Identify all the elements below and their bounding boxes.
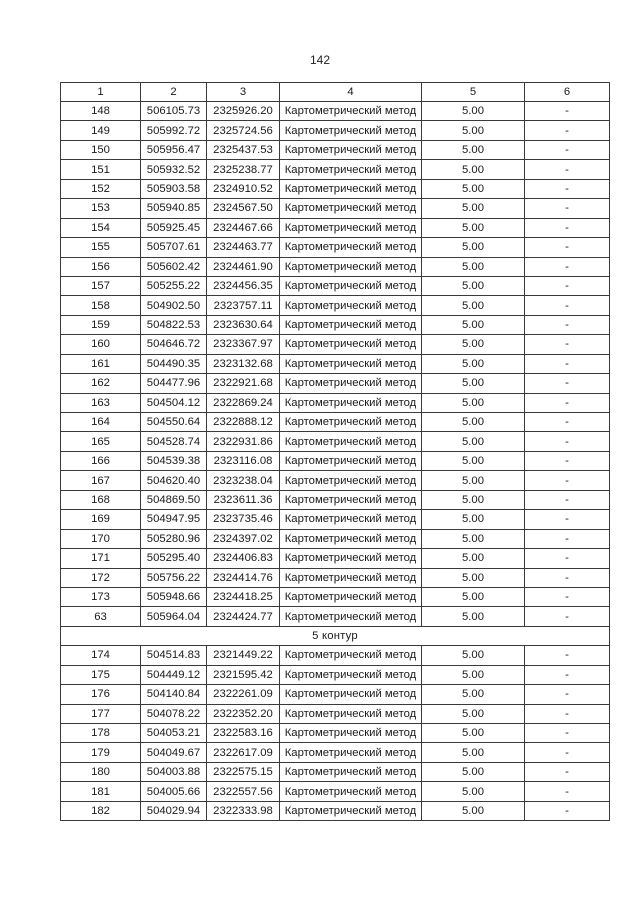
- accuracy-cell: 5.00: [422, 529, 525, 548]
- y-coordinate-cell: 2324910.52: [207, 179, 280, 198]
- y-coordinate-cell: 2322352.20: [207, 704, 280, 723]
- table-row: [61, 160, 610, 179]
- point-number-cell: 169: [61, 510, 141, 529]
- method-cell: Картометрический метод: [280, 665, 422, 684]
- method-cell: Картометрический метод: [280, 140, 422, 159]
- point-number-cell: 181: [61, 782, 141, 801]
- method-cell: Картометрический метод: [280, 374, 422, 393]
- point-number-cell: 175: [61, 665, 141, 684]
- method-cell: Картометрический метод: [280, 607, 422, 626]
- note-cell: -: [525, 724, 610, 743]
- table-row: [61, 296, 610, 315]
- accuracy-cell: 5.00: [422, 587, 525, 606]
- method-cell: Картометрический метод: [280, 801, 422, 820]
- accuracy-cell: 5.00: [422, 724, 525, 743]
- point-number-cell: 156: [61, 257, 141, 276]
- point-number-cell: 148: [61, 102, 141, 121]
- table-row: [61, 587, 610, 606]
- column-header: 1: [61, 83, 141, 102]
- accuracy-cell: 5.00: [422, 296, 525, 315]
- table-row: [61, 471, 610, 490]
- column-header: 6: [525, 83, 610, 102]
- note-cell: -: [525, 296, 610, 315]
- page-number: 142: [309, 53, 331, 67]
- x-coordinate-cell: 504646.72: [141, 335, 207, 354]
- x-coordinate-cell: 504029.94: [141, 801, 207, 820]
- method-cell: Картометрический метод: [280, 160, 422, 179]
- y-coordinate-cell: 2323132.68: [207, 354, 280, 373]
- note-cell: -: [525, 510, 610, 529]
- note-cell: -: [525, 762, 610, 781]
- table-row: [61, 354, 610, 373]
- point-number-cell: 176: [61, 685, 141, 704]
- table-row: [61, 140, 610, 159]
- method-cell: Картометрический метод: [280, 490, 422, 509]
- x-coordinate-cell: 504049.67: [141, 743, 207, 762]
- x-coordinate-cell: 504005.66: [141, 782, 207, 801]
- accuracy-cell: 5.00: [422, 432, 525, 451]
- accuracy-cell: 5.00: [422, 568, 525, 587]
- note-cell: -: [525, 704, 610, 723]
- table-row: [61, 199, 610, 218]
- note-cell: -: [525, 374, 610, 393]
- x-coordinate-cell: 504477.96: [141, 374, 207, 393]
- note-cell: -: [525, 102, 610, 121]
- note-cell: -: [525, 685, 610, 704]
- accuracy-cell: 5.00: [422, 354, 525, 373]
- table-body: [61, 102, 610, 821]
- coordinates-table: [60, 82, 610, 821]
- y-coordinate-cell: 2325926.20: [207, 102, 280, 121]
- y-coordinate-cell: 2324456.35: [207, 276, 280, 295]
- table-row: [61, 102, 610, 121]
- accuracy-cell: 5.00: [422, 704, 525, 723]
- column-header: 5: [422, 83, 525, 102]
- point-number-cell: 172: [61, 568, 141, 587]
- table-row: [61, 607, 610, 626]
- table-row: [61, 257, 610, 276]
- y-coordinate-cell: 2324424.77: [207, 607, 280, 626]
- point-number-cell: 159: [61, 315, 141, 334]
- table-row: [61, 276, 610, 295]
- note-cell: -: [525, 743, 610, 762]
- accuracy-cell: 5.00: [422, 607, 525, 626]
- table-header: [61, 83, 610, 102]
- accuracy-cell: 5.00: [422, 665, 525, 684]
- x-coordinate-cell: 504902.50: [141, 296, 207, 315]
- x-coordinate-cell: 504528.74: [141, 432, 207, 451]
- y-coordinate-cell: 2324461.90: [207, 257, 280, 276]
- method-cell: Картометрический метод: [280, 296, 422, 315]
- note-cell: -: [525, 471, 610, 490]
- column-header: 4: [280, 83, 422, 102]
- y-coordinate-cell: 2324406.83: [207, 549, 280, 568]
- note-cell: -: [525, 607, 610, 626]
- accuracy-cell: 5.00: [422, 451, 525, 470]
- point-number-cell: 164: [61, 413, 141, 432]
- accuracy-cell: 5.00: [422, 315, 525, 334]
- table-row: [61, 549, 610, 568]
- x-coordinate-cell: 504539.38: [141, 451, 207, 470]
- method-cell: Картометрический метод: [280, 724, 422, 743]
- y-coordinate-cell: 2323630.64: [207, 315, 280, 334]
- accuracy-cell: 5.00: [422, 276, 525, 295]
- accuracy-cell: 5.00: [422, 471, 525, 490]
- note-cell: -: [525, 549, 610, 568]
- y-coordinate-cell: 2324418.25: [207, 587, 280, 606]
- x-coordinate-cell: 505925.45: [141, 218, 207, 237]
- table-row: [61, 665, 610, 684]
- accuracy-cell: 5.00: [422, 743, 525, 762]
- accuracy-cell: 5.00: [422, 549, 525, 568]
- point-number-cell: 171: [61, 549, 141, 568]
- y-coordinate-cell: 2323735.46: [207, 510, 280, 529]
- method-cell: Картометрический метод: [280, 432, 422, 451]
- x-coordinate-cell: 505255.22: [141, 276, 207, 295]
- y-coordinate-cell: 2323611.36: [207, 490, 280, 509]
- accuracy-cell: 5.00: [422, 199, 525, 218]
- x-coordinate-cell: 504449.12: [141, 665, 207, 684]
- point-number-cell: 157: [61, 276, 141, 295]
- accuracy-cell: 5.00: [422, 413, 525, 432]
- point-number-cell: 170: [61, 529, 141, 548]
- note-cell: -: [525, 335, 610, 354]
- x-coordinate-cell: 504620.40: [141, 471, 207, 490]
- method-cell: Картометрический метод: [280, 257, 422, 276]
- method-cell: Картометрический метод: [280, 743, 422, 762]
- x-coordinate-cell: 505932.52: [141, 160, 207, 179]
- y-coordinate-cell: 2324414.76: [207, 568, 280, 587]
- method-cell: Картометрический метод: [280, 529, 422, 548]
- table-row: [61, 121, 610, 140]
- point-number-cell: 182: [61, 801, 141, 820]
- method-cell: Картометрический метод: [280, 218, 422, 237]
- table-row: [61, 335, 610, 354]
- method-cell: Картометрический метод: [280, 510, 422, 529]
- column-header: 2: [141, 83, 207, 102]
- note-cell: -: [525, 121, 610, 140]
- table-row: [61, 218, 610, 237]
- table-row: [61, 801, 610, 820]
- point-number-cell: 168: [61, 490, 141, 509]
- note-cell: -: [525, 179, 610, 198]
- x-coordinate-cell: 504140.84: [141, 685, 207, 704]
- x-coordinate-cell: 505956.47: [141, 140, 207, 159]
- section-title: 5 контур: [61, 626, 610, 645]
- point-number-cell: 149: [61, 121, 141, 140]
- note-cell: -: [525, 490, 610, 509]
- method-cell: Картометрический метод: [280, 102, 422, 121]
- point-number-cell: 150: [61, 140, 141, 159]
- table-row: [61, 238, 610, 257]
- section-row: [61, 626, 610, 645]
- point-number-cell: 173: [61, 587, 141, 606]
- accuracy-cell: 5.00: [422, 801, 525, 820]
- method-cell: Картометрический метод: [280, 471, 422, 490]
- x-coordinate-cell: 504504.12: [141, 393, 207, 412]
- y-coordinate-cell: 2324567.50: [207, 199, 280, 218]
- note-cell: -: [525, 587, 610, 606]
- accuracy-cell: 5.00: [422, 335, 525, 354]
- table-row: [61, 724, 610, 743]
- x-coordinate-cell: 505280.96: [141, 529, 207, 548]
- x-coordinate-cell: 504490.35: [141, 354, 207, 373]
- note-cell: -: [525, 218, 610, 237]
- x-coordinate-cell: 505295.40: [141, 549, 207, 568]
- note-cell: -: [525, 315, 610, 334]
- table-row: [61, 451, 610, 470]
- table-row: [61, 529, 610, 548]
- method-cell: Картометрический метод: [280, 199, 422, 218]
- point-number-cell: 162: [61, 374, 141, 393]
- x-coordinate-cell: 504003.88: [141, 762, 207, 781]
- x-coordinate-cell: 505602.42: [141, 257, 207, 276]
- y-coordinate-cell: 2322931.86: [207, 432, 280, 451]
- y-coordinate-cell: 2324463.77: [207, 238, 280, 257]
- x-coordinate-cell: 504514.83: [141, 646, 207, 665]
- table-row: [61, 374, 610, 393]
- point-number-cell: 154: [61, 218, 141, 237]
- accuracy-cell: 5.00: [422, 160, 525, 179]
- y-coordinate-cell: 2322869.24: [207, 393, 280, 412]
- note-cell: -: [525, 393, 610, 412]
- y-coordinate-cell: 2322921.68: [207, 374, 280, 393]
- note-cell: -: [525, 140, 610, 159]
- y-coordinate-cell: 2322575.15: [207, 762, 280, 781]
- table-row: [61, 315, 610, 334]
- accuracy-cell: 5.00: [422, 140, 525, 159]
- point-number-cell: 178: [61, 724, 141, 743]
- method-cell: Картометрический метод: [280, 451, 422, 470]
- method-cell: Картометрический метод: [280, 354, 422, 373]
- note-cell: -: [525, 782, 610, 801]
- y-coordinate-cell: 2324467.66: [207, 218, 280, 237]
- table-row: [61, 510, 610, 529]
- y-coordinate-cell: 2322888.12: [207, 413, 280, 432]
- x-coordinate-cell: 504822.53: [141, 315, 207, 334]
- accuracy-cell: 5.00: [422, 179, 525, 198]
- method-cell: Картометрический метод: [280, 121, 422, 140]
- accuracy-cell: 5.00: [422, 782, 525, 801]
- point-number-cell: 160: [61, 335, 141, 354]
- table-row: [61, 782, 610, 801]
- note-cell: -: [525, 413, 610, 432]
- y-coordinate-cell: 2323367.97: [207, 335, 280, 354]
- x-coordinate-cell: 505707.61: [141, 238, 207, 257]
- accuracy-cell: 5.00: [422, 218, 525, 237]
- point-number-cell: 153: [61, 199, 141, 218]
- accuracy-cell: 5.00: [422, 490, 525, 509]
- x-coordinate-cell: 506105.73: [141, 102, 207, 121]
- method-cell: Картометрический метод: [280, 782, 422, 801]
- method-cell: Картометрический метод: [280, 568, 422, 587]
- table-row: [61, 490, 610, 509]
- point-number-cell: 174: [61, 646, 141, 665]
- y-coordinate-cell: 2322333.98: [207, 801, 280, 820]
- note-cell: -: [525, 665, 610, 684]
- x-coordinate-cell: 504869.50: [141, 490, 207, 509]
- y-coordinate-cell: 2325437.53: [207, 140, 280, 159]
- x-coordinate-cell: 504053.21: [141, 724, 207, 743]
- x-coordinate-cell: 504550.64: [141, 413, 207, 432]
- method-cell: Картометрический метод: [280, 685, 422, 704]
- point-number-cell: 161: [61, 354, 141, 373]
- method-cell: Картометрический метод: [280, 179, 422, 198]
- method-cell: Картометрический метод: [280, 587, 422, 606]
- point-number-cell: 179: [61, 743, 141, 762]
- x-coordinate-cell: 505948.66: [141, 587, 207, 606]
- y-coordinate-cell: 2321595.42: [207, 665, 280, 684]
- y-coordinate-cell: 2322261.09: [207, 685, 280, 704]
- accuracy-cell: 5.00: [422, 510, 525, 529]
- y-coordinate-cell: 2322583.16: [207, 724, 280, 743]
- y-coordinate-cell: 2323757.11: [207, 296, 280, 315]
- point-number-cell: 151: [61, 160, 141, 179]
- point-number-cell: 155: [61, 238, 141, 257]
- table-row: [61, 413, 610, 432]
- x-coordinate-cell: 504947.95: [141, 510, 207, 529]
- point-number-cell: 158: [61, 296, 141, 315]
- table-row: [61, 743, 610, 762]
- accuracy-cell: 5.00: [422, 121, 525, 140]
- point-number-cell: 163: [61, 393, 141, 412]
- y-coordinate-cell: 2325238.77: [207, 160, 280, 179]
- method-cell: Картометрический метод: [280, 315, 422, 334]
- y-coordinate-cell: 2323116.08: [207, 451, 280, 470]
- x-coordinate-cell: 505992.72: [141, 121, 207, 140]
- method-cell: Картометрический метод: [280, 762, 422, 781]
- accuracy-cell: 5.00: [422, 685, 525, 704]
- y-coordinate-cell: 2324397.02: [207, 529, 280, 548]
- x-coordinate-cell: 504078.22: [141, 704, 207, 723]
- method-cell: Картометрический метод: [280, 413, 422, 432]
- method-cell: Картометрический метод: [280, 549, 422, 568]
- point-number-cell: 167: [61, 471, 141, 490]
- table-row: [61, 179, 610, 198]
- accuracy-cell: 5.00: [422, 374, 525, 393]
- note-cell: -: [525, 238, 610, 257]
- table-row: [61, 762, 610, 781]
- y-coordinate-cell: 2322617.09: [207, 743, 280, 762]
- x-coordinate-cell: 505964.04: [141, 607, 207, 626]
- accuracy-cell: 5.00: [422, 646, 525, 665]
- y-coordinate-cell: 2325724.56: [207, 121, 280, 140]
- accuracy-cell: 5.00: [422, 257, 525, 276]
- column-header: 3: [207, 83, 280, 102]
- point-number-cell: 152: [61, 179, 141, 198]
- note-cell: -: [525, 160, 610, 179]
- accuracy-cell: 5.00: [422, 238, 525, 257]
- x-coordinate-cell: 505940.85: [141, 199, 207, 218]
- note-cell: -: [525, 451, 610, 470]
- method-cell: Картометрический метод: [280, 335, 422, 354]
- table-row: [61, 704, 610, 723]
- note-cell: -: [525, 257, 610, 276]
- table-row: [61, 432, 610, 451]
- note-cell: -: [525, 568, 610, 587]
- accuracy-cell: 5.00: [422, 393, 525, 412]
- method-cell: Картометрический метод: [280, 704, 422, 723]
- accuracy-cell: 5.00: [422, 102, 525, 121]
- method-cell: Картометрический метод: [280, 646, 422, 665]
- table-row: [61, 393, 610, 412]
- header-row: [61, 83, 610, 102]
- y-coordinate-cell: 2322557.56: [207, 782, 280, 801]
- y-coordinate-cell: 2321449.22: [207, 646, 280, 665]
- method-cell: Картометрический метод: [280, 238, 422, 257]
- note-cell: -: [525, 646, 610, 665]
- note-cell: -: [525, 276, 610, 295]
- method-cell: Картометрический метод: [280, 393, 422, 412]
- point-number-cell: 177: [61, 704, 141, 723]
- note-cell: -: [525, 801, 610, 820]
- note-cell: -: [525, 354, 610, 373]
- y-coordinate-cell: 2323238.04: [207, 471, 280, 490]
- point-number-cell: 180: [61, 762, 141, 781]
- table-row: [61, 685, 610, 704]
- point-number-cell: 63: [61, 607, 141, 626]
- table-row: [61, 568, 610, 587]
- x-coordinate-cell: 505756.22: [141, 568, 207, 587]
- accuracy-cell: 5.00: [422, 762, 525, 781]
- method-cell: Картометрический метод: [280, 276, 422, 295]
- point-number-cell: 165: [61, 432, 141, 451]
- point-number-cell: 166: [61, 451, 141, 470]
- note-cell: -: [525, 432, 610, 451]
- table-row: [61, 646, 610, 665]
- note-cell: -: [525, 199, 610, 218]
- note-cell: -: [525, 529, 610, 548]
- x-coordinate-cell: 505903.58: [141, 179, 207, 198]
